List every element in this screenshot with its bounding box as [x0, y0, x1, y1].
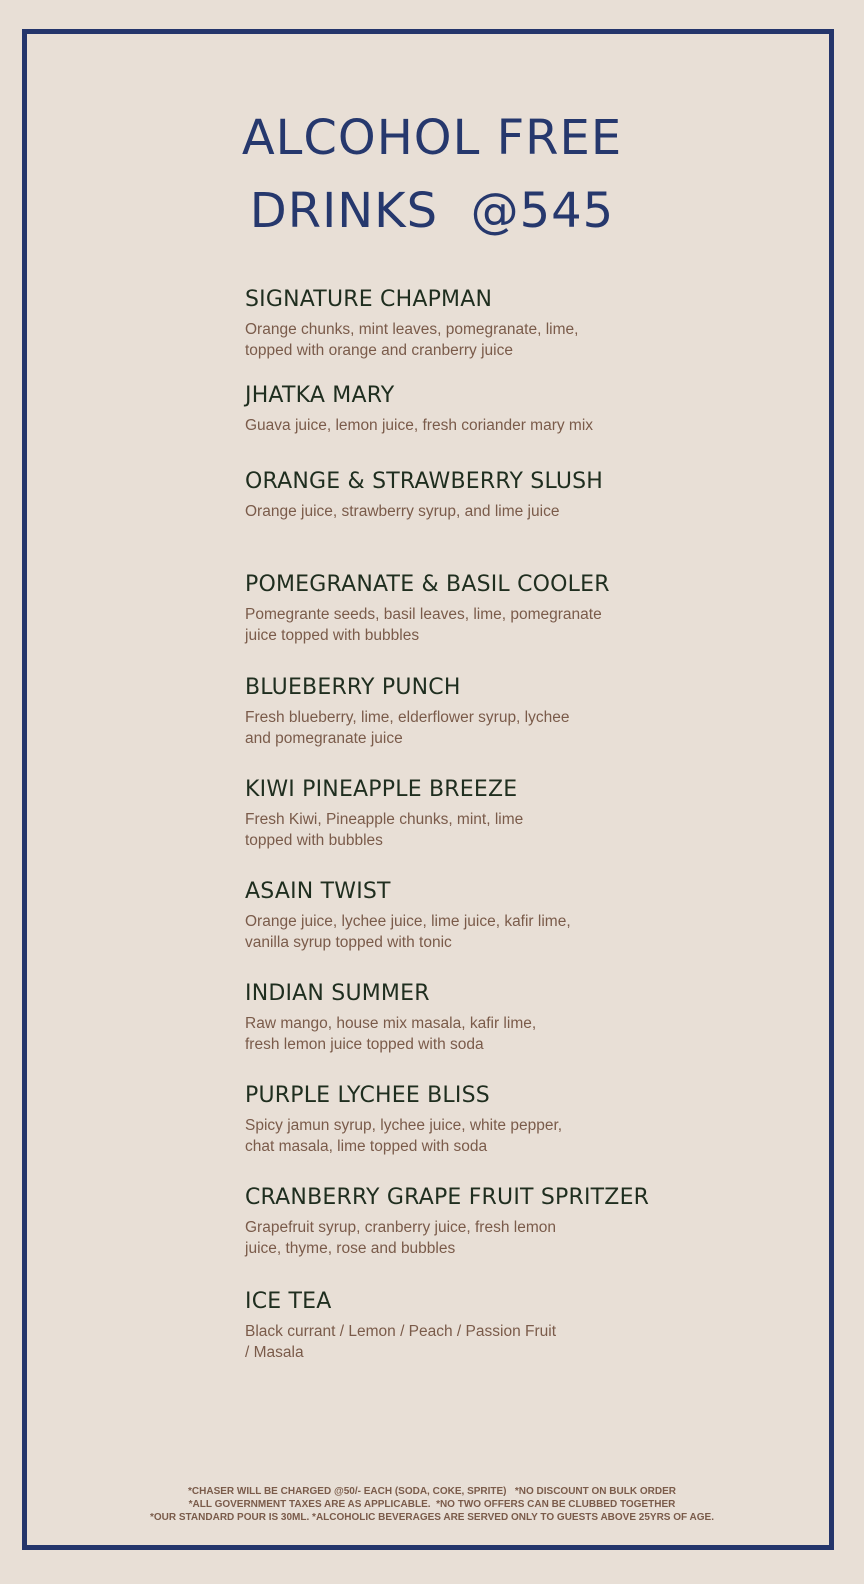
- menu-item-name: KIWI PINEAPPLE BREEZE: [245, 777, 518, 802]
- menu-item-description-line: Fresh Kiwi, Pineapple chunks, mint, lime: [245, 811, 524, 828]
- menu-item-description-line: vanilla syrup topped with tonic: [245, 934, 452, 951]
- menu-item-description-line: Orange chunks, mint leaves, pomegranate, lime,: [245, 321, 579, 338]
- menu-item-description: [245, 319, 765, 361]
- menu-item-description: [245, 911, 765, 953]
- menu-item-description-line: / Masala: [245, 1344, 304, 1361]
- menu-item-name: JHATKA MARY: [245, 383, 395, 408]
- menu-item: [245, 287, 765, 361]
- menu-item-name: BLUEBERRY PUNCH: [245, 675, 461, 700]
- menu-item-description: [245, 1321, 765, 1363]
- menu-item: [245, 1185, 765, 1259]
- menu-item-name: SIGNATURE CHAPMAN: [245, 287, 493, 312]
- menu-item-name: ICE TEA: [245, 1289, 332, 1314]
- menu-item-name: ASAIN TWIST: [245, 879, 391, 904]
- menu-item-name: CRANBERRY GRAPE FRUIT SPRITZER: [245, 1185, 650, 1210]
- menu-item: [245, 879, 765, 953]
- menu-item: [245, 1289, 765, 1363]
- footer-disclaimer-line: *OUR STANDARD POUR IS 30ML. *ALCOHOLIC BEVERAGES ARE SERVED ONLY TO GUESTS ABOVE 25YRS OF AGE.: [150, 1512, 714, 1523]
- menu-item-description-line: topped with orange and cranberry juice: [245, 342, 513, 359]
- menu-item-description-line: Black currant / Lemon / Peach / Passion Fruit: [245, 1323, 556, 1340]
- menu-item-description-line: Fresh blueberry, lime, elderflower syrup, lychee: [245, 709, 570, 726]
- menu-item-name: ORANGE & STRAWBERRY SLUSH: [245, 469, 604, 494]
- menu-item: [245, 981, 765, 1055]
- menu-item-name: INDIAN SUMMER: [245, 981, 430, 1006]
- menu-item-description: [245, 707, 765, 749]
- menu-item: [245, 383, 765, 436]
- menu-item-description-line: Raw mango, house mix masala, kafir lime,: [245, 1015, 537, 1032]
- menu-item-description: [245, 415, 765, 436]
- menu-item-description-line: Spicy jamun syrup, lychee juice, white pepper,: [245, 1117, 563, 1134]
- page-title-line-1: ALCOHOL FREE: [241, 110, 623, 166]
- footer-disclaimer: [0, 1485, 864, 1524]
- menu-item-description: [245, 501, 765, 522]
- menu-item-description-line: chat masala, lime topped with soda: [245, 1138, 488, 1155]
- menu-item: [245, 1083, 765, 1157]
- menu-item: [245, 572, 765, 646]
- menu-item-description-line: Orange juice, lychee juice, lime juice, kafir lime,: [245, 913, 571, 930]
- page-title: [0, 102, 864, 248]
- menu-item-description-line: Grapefruit syrup, cranberry juice, fresh lemon: [245, 1219, 556, 1236]
- page-title-line-2: DRINKS @545: [249, 183, 615, 239]
- menu-item-description-line: Orange juice, strawberry syrup, and lime juice: [245, 503, 560, 520]
- menu-item: [245, 469, 765, 522]
- menu-item-description: [245, 1217, 765, 1259]
- menu-item-description-line: juice topped with bubbles: [245, 627, 420, 644]
- menu-item-description-line: topped with bubbles: [245, 832, 383, 849]
- menu-item-description-line: juice, thyme, rose and bubbles: [245, 1240, 456, 1257]
- menu-item-description-line: and pomegranate juice: [245, 730, 403, 747]
- menu-item-description: [245, 809, 765, 851]
- menu-item-description-line: Guava juice, lemon juice, fresh coriander mary mix: [245, 417, 594, 434]
- footer-disclaimer-line: *ALL GOVERNMENT TAXES ARE AS APPLICABLE. *NO TWO OFFERS CAN BE CLUBBED TOGETHER: [188, 1499, 676, 1510]
- menu-item-description-line: fresh lemon juice topped with soda: [245, 1036, 484, 1053]
- menu-item-name: PURPLE LYCHEE BLISS: [245, 1083, 490, 1108]
- menu-item-name: POMEGRANATE & BASIL COOLER: [245, 572, 610, 597]
- menu-item-description: [245, 604, 765, 646]
- footer-disclaimer-line: *CHASER WILL BE CHARGED @50/- EACH (SODA, COKE, SPRITE) *NO DISCOUNT ON BULK ORDER: [188, 1486, 676, 1497]
- menu-item-description: [245, 1115, 765, 1157]
- menu-item: [245, 777, 765, 851]
- menu-item-description: [245, 1013, 765, 1055]
- menu-item-description-line: Pomegrante seeds, basil leaves, lime, pomegranate: [245, 606, 602, 623]
- menu-item: [245, 675, 765, 749]
